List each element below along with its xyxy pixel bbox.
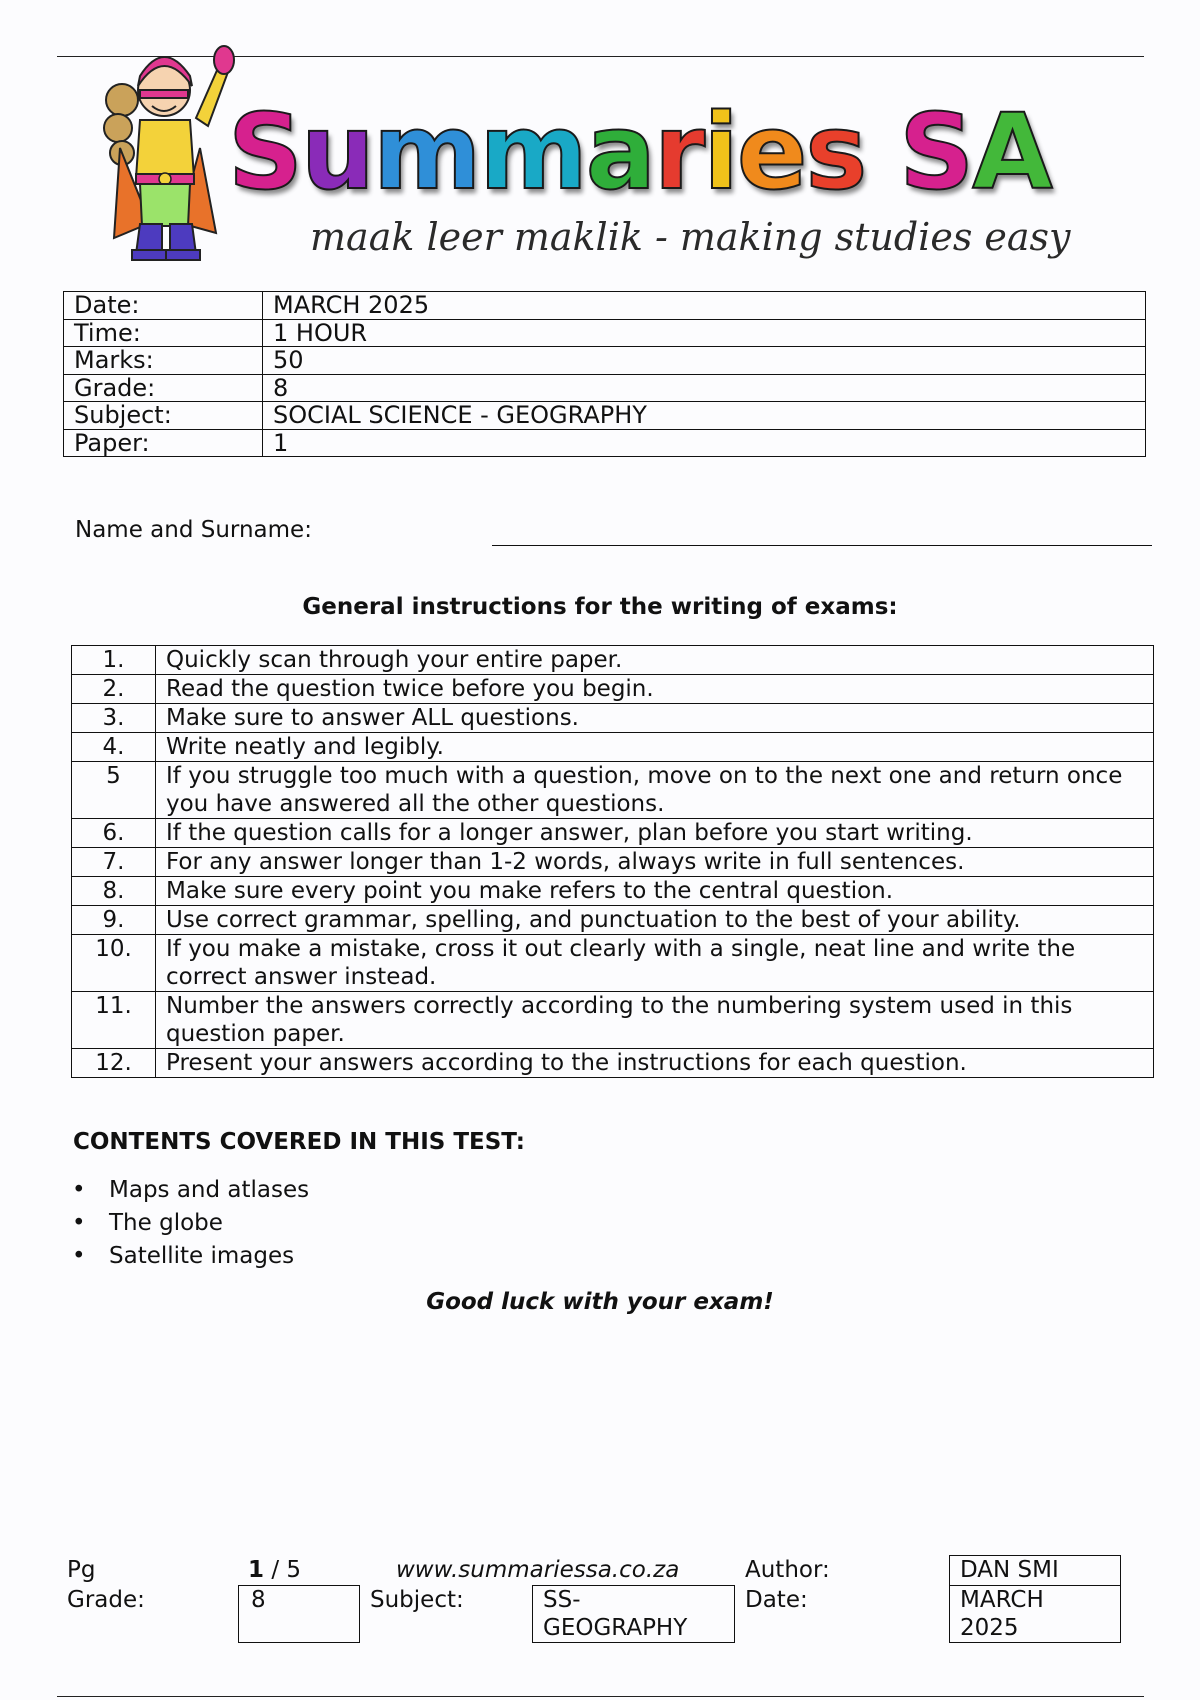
instruction-number: 5 <box>72 762 156 819</box>
exam-info-table <box>63 291 1146 457</box>
info-label: Grade: <box>64 374 263 402</box>
instruction-number: 6. <box>72 819 156 848</box>
logo-letter: u <box>300 91 373 213</box>
footer-page-total: / 5 <box>264 1557 302 1583</box>
logo-tagline: maak leer maklik - making studies easy <box>310 215 1071 259</box>
instruction-text: Make sure every point you make refers to the central question. <box>156 877 1154 906</box>
table-row <box>72 646 1154 675</box>
footer-subject-value <box>532 1585 735 1643</box>
logo-letter: A <box>972 91 1051 213</box>
instruction-number: 3. <box>72 704 156 733</box>
info-label: Time: <box>64 319 263 347</box>
logo-letter: S <box>228 91 301 213</box>
instruction-number: 7. <box>72 848 156 877</box>
instruction-text: If you make a mistake, cross it out clearly with a single, neat line and write the correct answer instead. <box>156 935 1154 992</box>
instruction-text: Quickly scan through your entire paper. <box>156 646 1154 675</box>
contents-list <box>72 1174 309 1273</box>
table-row <box>72 877 1154 906</box>
instruction-number: 1. <box>72 646 156 675</box>
good-luck-message: Good luck with your exam! <box>426 1289 774 1315</box>
info-label: Marks: <box>64 347 263 375</box>
table-row <box>72 906 1154 935</box>
info-label: Date: <box>64 292 263 320</box>
table-row <box>72 935 1154 992</box>
footer-date-line1: MARCH <box>960 1587 1044 1613</box>
logo-letter: m <box>479 91 586 213</box>
instruction-number: 4. <box>72 733 156 762</box>
instruction-number: 9. <box>72 906 156 935</box>
instruction-text: Number the answers correctly according to the numbering system used in this question paper. <box>156 992 1154 1049</box>
list-item: • Maps and atlases <box>72 1174 309 1207</box>
table-row <box>72 675 1154 704</box>
footer-author-label: Author: <box>745 1557 830 1583</box>
logo-letter: m <box>372 91 480 213</box>
logo-letter: s <box>805 91 866 213</box>
table-row <box>64 429 1146 457</box>
instruction-number: 2. <box>72 675 156 704</box>
footer-subject-line2: GEOGRAPHY <box>543 1615 688 1641</box>
instruction-text: Read the question twice before you begin. <box>156 675 1154 704</box>
table-row <box>64 402 1146 430</box>
name-surname-label: Name and Surname: <box>75 517 312 543</box>
instruction-text: Write neatly and legibly. <box>156 733 1154 762</box>
footer-pg-label: Pg <box>67 1557 96 1583</box>
table-row <box>72 762 1154 819</box>
info-label: Paper: <box>64 429 263 457</box>
table-row <box>64 374 1146 402</box>
info-value: 8 <box>263 374 1146 402</box>
list-item: • Satellite images <box>72 1240 309 1273</box>
footer-subject-line1: SS- <box>543 1587 581 1613</box>
info-value: 1 HOUR <box>263 319 1146 347</box>
footer-page-current: 1 <box>248 1557 265 1583</box>
footer-grade-label: Grade: <box>67 1587 145 1613</box>
table-row <box>72 819 1154 848</box>
instruction-text: For any answer longer than 1-2 words, always write in full sentences. <box>156 848 1154 877</box>
footer-page-number <box>248 1556 301 1584</box>
table-row <box>64 347 1146 375</box>
logo-letter: e <box>736 91 806 213</box>
table-row <box>64 319 1146 347</box>
footer-date-label: Date: <box>745 1587 808 1613</box>
footer-date-line2: 2025 <box>960 1615 1019 1641</box>
table-row <box>72 848 1154 877</box>
instructions-heading: General instructions for the writing of exams: <box>302 594 898 620</box>
name-surname-line <box>492 545 1152 546</box>
contents-heading: CONTENTS COVERED IN THIS TEST: <box>73 1129 525 1155</box>
footer-subject-label: Subject: <box>370 1587 464 1613</box>
table-row <box>72 733 1154 762</box>
info-value: 50 <box>263 347 1146 375</box>
logo-letter: a <box>585 91 654 213</box>
instruction-text: If the question calls for a longer answer, plan before you start writing. <box>156 819 1154 848</box>
info-value: MARCH 2025 <box>263 292 1146 320</box>
instruction-number: 11. <box>72 992 156 1049</box>
list-item: • The globe <box>72 1207 309 1240</box>
mascot-illustration <box>100 28 240 274</box>
table-row <box>72 704 1154 733</box>
info-value: 1 <box>263 429 1146 457</box>
instruction-number: 10. <box>72 935 156 992</box>
instruction-text: Use correct grammar, spelling, and punctuation to the best of your ability. <box>156 906 1154 935</box>
footer-website: www.summariessa.co.za <box>396 1557 680 1583</box>
table-row <box>64 292 1146 320</box>
footer-grade-value: 8 <box>238 1585 360 1643</box>
logo-letter: r <box>653 91 704 213</box>
footer-date-value <box>949 1585 1121 1643</box>
info-value: SOCIAL SCIENCE - GEOGRAPHY <box>263 402 1146 430</box>
bottom-rule <box>57 1696 1144 1697</box>
logo-letter: S <box>899 91 973 213</box>
instruction-number: 8. <box>72 877 156 906</box>
footer-author-value: DAN SMI <box>949 1555 1121 1586</box>
instructions-table <box>71 645 1154 1078</box>
logo-wordmark <box>228 92 1108 212</box>
info-label: Subject: <box>64 402 263 430</box>
instruction-number: 12. <box>72 1049 156 1078</box>
instruction-text: Present your answers according to the instructions for each question. <box>156 1049 1154 1078</box>
logo-letter: i <box>703 91 737 213</box>
table-row <box>72 1049 1154 1078</box>
table-row <box>72 992 1154 1049</box>
instruction-text: If you struggle too much with a question, move on to the next one and return once you have answered all the other questions. <box>156 762 1154 819</box>
instruction-text: Make sure to answer ALL questions. <box>156 704 1154 733</box>
